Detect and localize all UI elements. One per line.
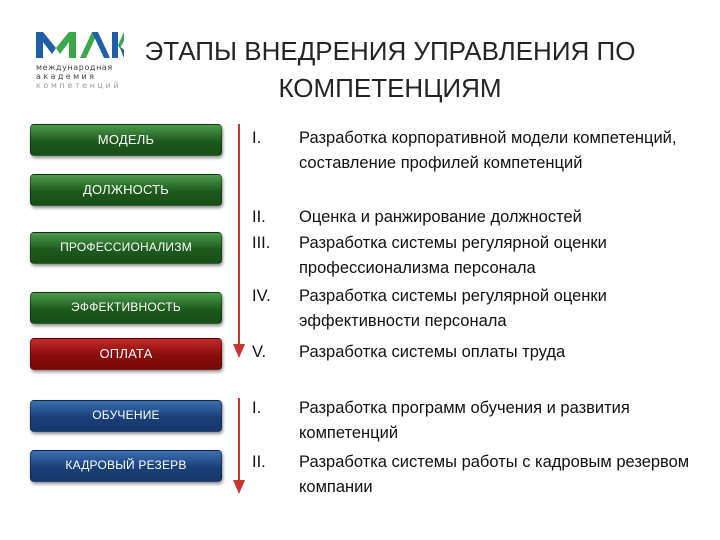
item-text: Разработка системы оплаты труда [299, 343, 566, 361]
stage-button-training[interactable] [30, 400, 222, 432]
stage-label: КАДРОВЫЙ РЕЗЕРВ [65, 458, 187, 472]
item-text: Оценка и ранжирование должностей [299, 208, 582, 226]
logo-text-line-3: компетенций [36, 81, 122, 90]
item-number: IV. [252, 287, 271, 305]
item-text: Разработка корпоративной модели компетенций, составление профилей компетенций [299, 129, 677, 172]
down-arrow-icon [232, 398, 246, 494]
item-number: III. [252, 234, 271, 252]
item-text: Разработка программ обучения и развития компетенций [299, 399, 630, 442]
stage-label: ПРОФЕССИОНАЛИЗМ [60, 240, 192, 254]
item-text: Разработка системы работы с кадровым резервом компании [299, 453, 690, 496]
list-item [252, 340, 692, 365]
item-number: II. [252, 208, 266, 226]
stage-button-professionalism[interactable] [30, 232, 222, 264]
stage-label: ДОЛЖНОСТЬ [82, 181, 170, 197]
stage-label: ОПЛАТА [99, 345, 153, 361]
stage-label: ЭФФЕКТИВНОСТЬ [71, 300, 181, 314]
item-text: Разработка системы регулярной оценки эффективности персонала [299, 287, 607, 330]
logo-text-line-2: академия [36, 72, 97, 81]
stage-button-talent-pool[interactable] [30, 450, 222, 482]
page-title: ЭТАПЫ ВНЕДРЕНИЯ УПРАВЛЕНИЯ ПО КОМПЕТЕНЦИЯМ [144, 36, 636, 103]
list-item [252, 396, 692, 446]
list-item [252, 450, 692, 500]
logo-text-line-1: международная [36, 63, 113, 72]
item-number: I. [252, 399, 262, 417]
list-item [252, 284, 692, 334]
mak-logo-mark-icon [36, 30, 124, 60]
stage-button-model[interactable] [30, 124, 222, 156]
list-item [252, 205, 692, 230]
item-number: I. [252, 129, 262, 147]
stage-button-payment[interactable] [30, 338, 222, 370]
down-arrow-icon [232, 124, 246, 358]
list-item [252, 126, 692, 176]
item-text: Разработка системы регулярной оценки профессионализма персонала [299, 234, 607, 277]
stage-button-effectiveness[interactable] [30, 292, 222, 324]
item-number: V. [252, 343, 267, 361]
stage-label: ОБУЧЕНИЕ [92, 408, 160, 422]
item-number: II. [252, 453, 266, 471]
stage-label: МОДЕЛЬ [97, 131, 155, 147]
academy-logo [36, 30, 128, 92]
stage-button-position[interactable] [30, 174, 222, 206]
list-item [252, 231, 692, 281]
